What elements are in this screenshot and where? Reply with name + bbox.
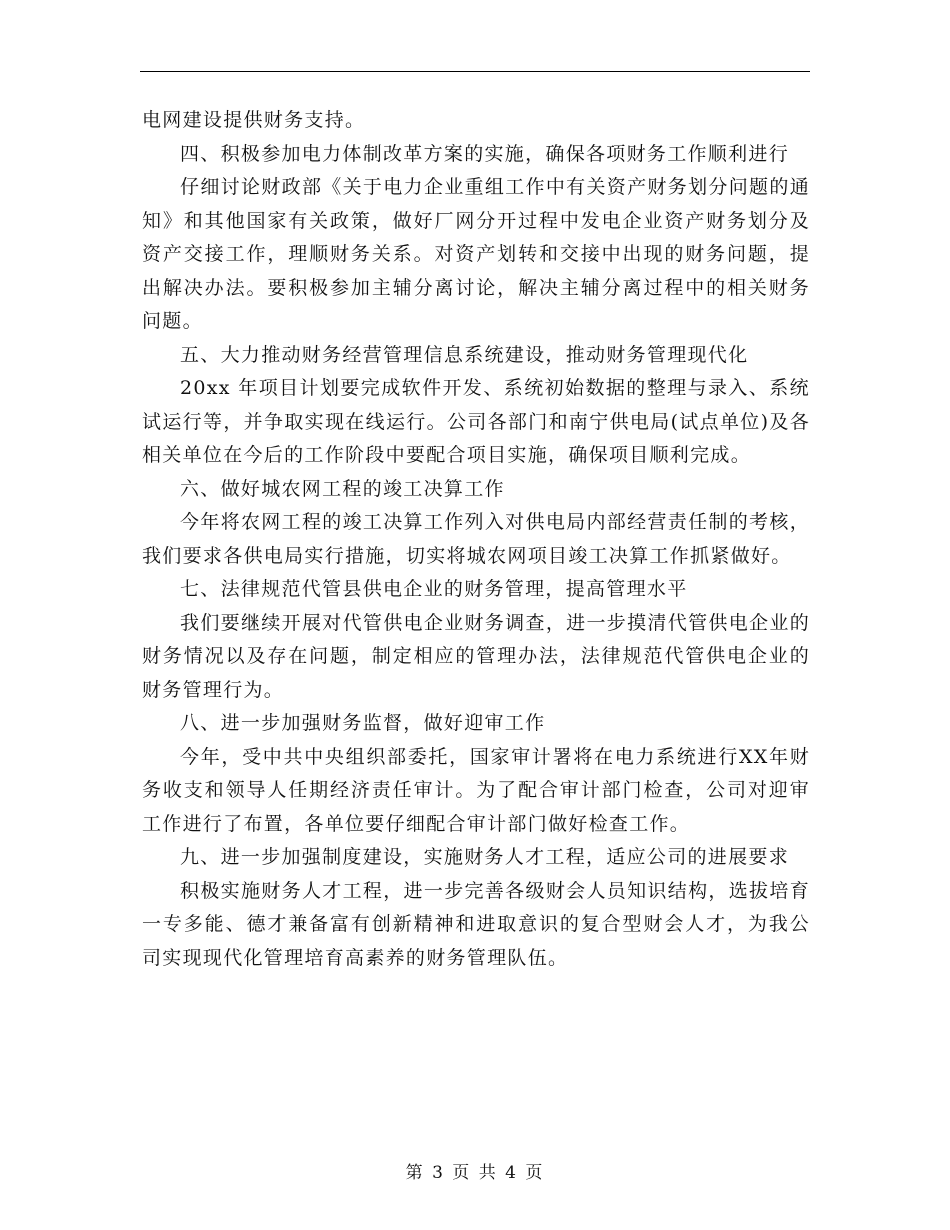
header-rule xyxy=(140,71,810,72)
paragraph-body: 20xx 年项目计划要完成软件开发、系统初始数据的整理与录入、系统试运行等，并争取实现在线运行。公司各部门和南宁供电局(试点单位)及各相关单位在今后的工作阶段中要配合项目实施，确保项目顺利完成。 xyxy=(142,377,810,466)
paragraph-body: 我们要继续开展对代管供电企业财务调查，进一步摸清代管供电企业的财务情况以及存在问题，制定相应的管理办法，法律规范代管供电企业的财务管理行为。 xyxy=(142,611,810,701)
section-heading-8: 八、进一步加强财务监督，做好迎审工作 xyxy=(180,712,546,734)
section-heading-7: 七、法律规范代管县供电企业的财务管理，提高管理水平 xyxy=(180,578,688,600)
section-heading-4: 四、积极参加电力体制改革方案的实施，确保各项财务工作顺利进行 xyxy=(180,142,790,165)
page-number: 第 3 页 共 4 页 xyxy=(405,1163,545,1183)
section-heading-9: 九、进一步加强制度建设，实施财务人才工程，适应公司的进展要求 xyxy=(180,846,790,868)
section-heading-5: 五、大力推动财务经营管理信息系统建设，推动财务管理现代化 xyxy=(180,343,749,366)
paragraph-continuation: 电网建设提供财务支持。 xyxy=(142,109,366,131)
paragraph-body: 仔细讨论财政部《关于电力企业重组工作中有关资产财务划分问题的通知》和其他国家有关政策，做好厂网分开过程中发电企业资产财务划分及资产交接工作，理顺财务关系。对资产划转和交接中出现的财务问题，提出解决办法。要积极参加主辅分离讨论，解决主辅分离过程中的相关财务问题。 xyxy=(142,176,810,332)
section-heading-6: 六、做好城农网工程的竣工决算工作 xyxy=(180,477,505,500)
paragraph-body: 今年，受中共中央组织部委托，国家审计署将在电力系统进行XX年财务收支和领导人任期经济责任审计。为了配合审计部门检查，公司对迎审工作进行了布置，各单位要仔细配合审计部门做好检查工作。 xyxy=(142,745,810,835)
paragraph-body: 今年将农网工程的竣工决算工作列入对供电局内部经营责任制的考核，我们要求各供电局实行措施，切实将城农网项目竣工决算工作抓紧做好。 xyxy=(142,511,810,567)
paragraph-body: 积极实施财务人才工程，进一步完善各级财会人员知识结构，选拔培育一专多能、德才兼备富有创新精神和进取意识的复合型财会人才，为我公司实现现代化管理培育高素养的财务管理队伍。 xyxy=(142,879,810,969)
document-body xyxy=(142,104,810,975)
